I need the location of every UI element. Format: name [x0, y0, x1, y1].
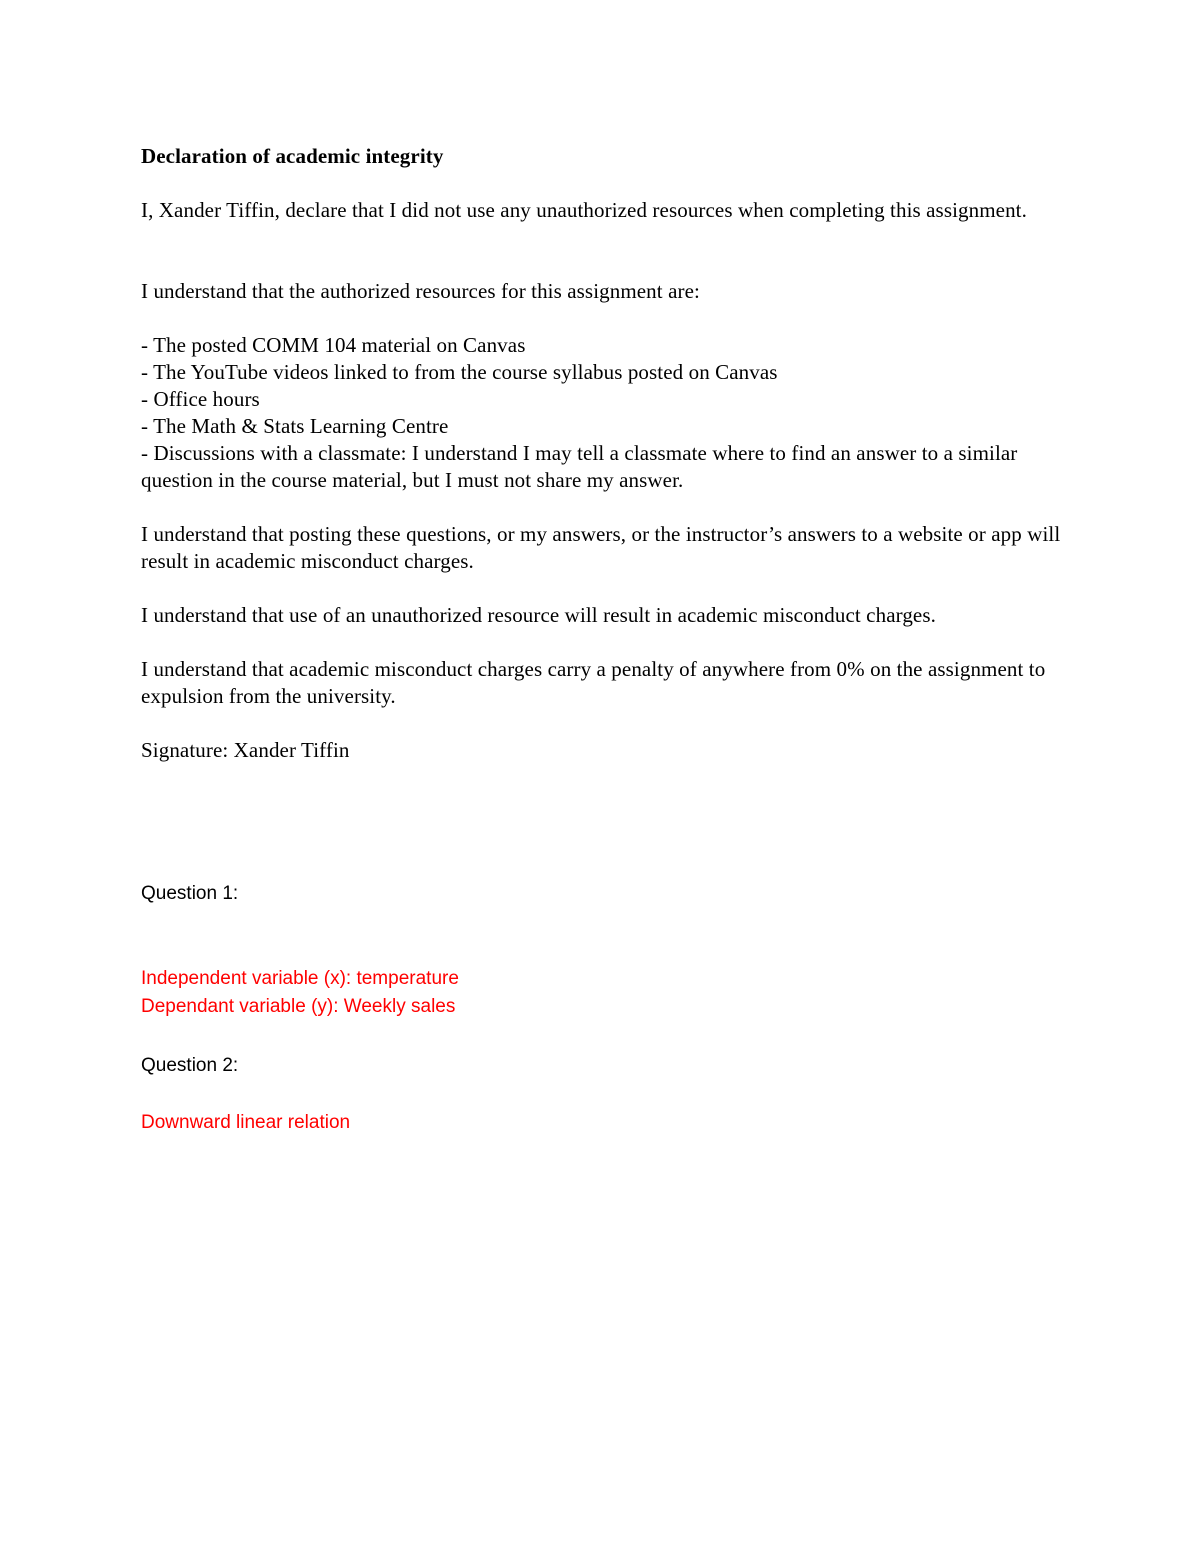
unauthorized-warning: I understand that use of an unauthorized resource will result in academic misconduct charges.	[141, 603, 936, 627]
question-2-heading: Question 2:	[141, 1055, 239, 1076]
list-item: - The YouTube videos linked to from the course syllabus posted on Canvas	[141, 360, 778, 384]
resources-intro: I understand that the authorized resources for this assignment are:	[141, 279, 700, 303]
resources-list	[141, 332, 1071, 494]
list-item: - The Math & Stats Learning Centre	[141, 414, 449, 438]
posting-warning: I understand that posting these questions, or my answers, or the instructor’s answers to a website or app will result in academic misconduct charges.	[141, 522, 1061, 573]
list-item: - The posted COMM 104 material on Canvas	[141, 333, 526, 357]
list-item: - Office hours	[141, 387, 260, 411]
question-2-answer: Downward linear relation	[141, 1112, 351, 1133]
declaration-title: Declaration of academic integrity	[141, 144, 444, 168]
declaration-statement: I, Xander Tiffin, declare that I did not use any unauthorized resources when completing this assignment.	[141, 198, 1027, 222]
question-1-answer-independent: Independent variable (x): temperature	[141, 968, 459, 989]
list-item: - Discussions with a classmate: I understand I may tell a classmate where to find an answer to a similar question in the course material, but I must not share my answer.	[141, 441, 1018, 492]
signature: Signature: Xander Tiffin	[141, 738, 350, 762]
question-1-heading: Question 1:	[141, 883, 239, 904]
question-1-answer-dependent: Dependant variable (y): Weekly sales	[141, 996, 456, 1017]
penalty-warning: I understand that academic misconduct charges carry a penalty of anywhere from 0% on the assignment to expulsion from the university.	[141, 657, 1046, 708]
